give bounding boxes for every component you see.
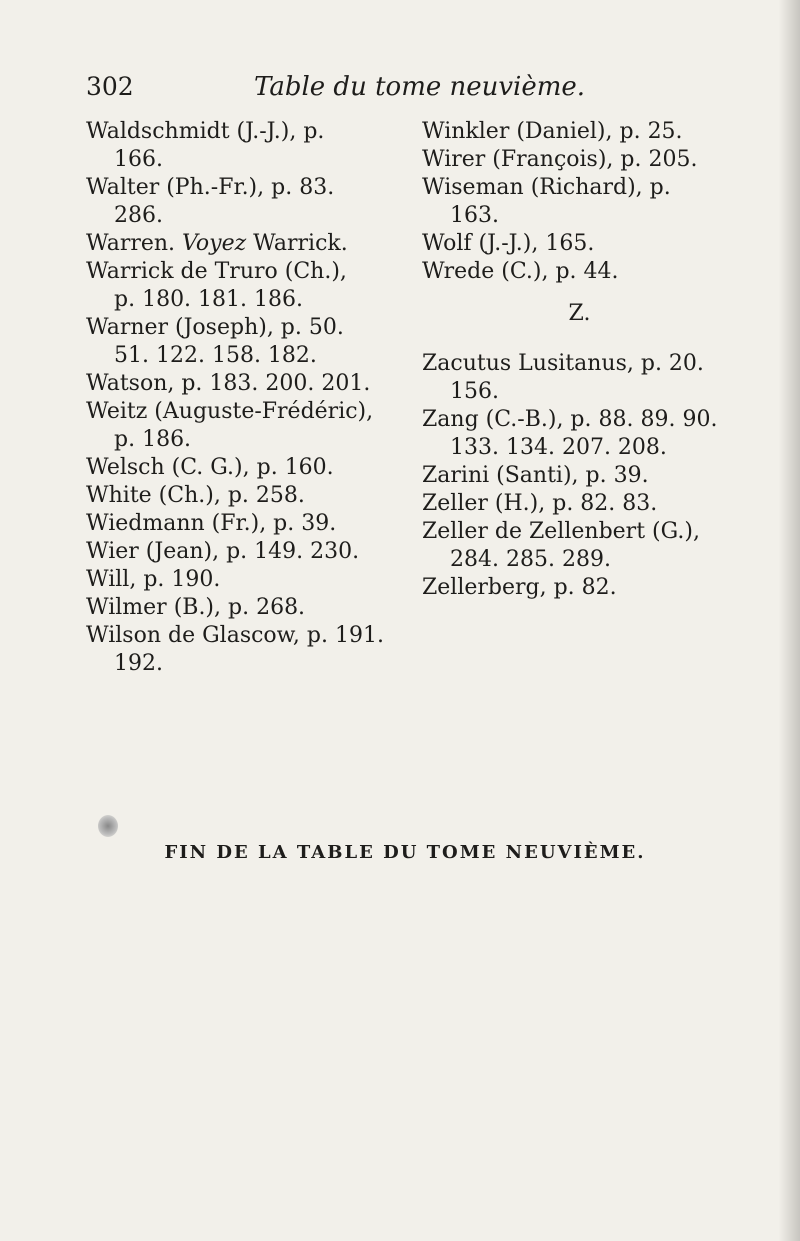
index-entry: [86, 594, 401, 622]
page-edge-shadow: [778, 0, 800, 1241]
index-entry: [422, 258, 737, 286]
entry-line: Will, p. 190.: [86, 567, 221, 592]
index-entry: [86, 566, 401, 594]
index-entry: [86, 510, 401, 538]
entry-line: Wirer (François), p. 205.: [422, 147, 698, 172]
entry-line: Walter (Ph.-Fr.), p. 83.: [86, 175, 335, 200]
entry-line: Zarini (Santi), p. 39.: [422, 463, 649, 488]
index-entry: [86, 314, 401, 370]
entry-line: Winkler (Daniel), p. 25.: [422, 119, 683, 144]
index-entry: [86, 370, 401, 398]
entry-line: Wiedmann (Fr.), p. 39.: [86, 511, 337, 536]
index-entry: [86, 622, 401, 678]
entry-line: [86, 230, 401, 258]
entry-line: Zellerberg, p. 82.: [422, 575, 617, 600]
index-entry: [86, 174, 401, 230]
index-entry: [422, 406, 737, 462]
left-index-column: [86, 118, 401, 678]
entry-line: Wier (Jean), p. 149. 230.: [86, 539, 360, 564]
entry-continuation: p. 186.: [114, 427, 192, 452]
index-entry: [86, 398, 401, 454]
entry-continuation: 286.: [114, 203, 163, 228]
cross-reference-word: Voyez: [182, 231, 247, 256]
entry-line: Watson, p. 183. 200. 201.: [86, 371, 371, 396]
entry-line: Wilmer (B.), p. 268.: [86, 595, 306, 620]
entry-continuation: 163.: [450, 203, 499, 228]
entry-text: Warrick.: [246, 231, 348, 256]
index-entry: [86, 258, 401, 314]
entry-continuation: p. 180. 181. 186.: [114, 287, 304, 312]
index-entry: [86, 538, 401, 566]
index-entry: [422, 230, 737, 258]
entry-line: Warrick de Truro (Ch.),: [86, 259, 347, 284]
index-entry: [86, 454, 401, 482]
index-entry: [422, 490, 737, 518]
index-entry: [422, 462, 737, 490]
index-entry: [86, 230, 401, 258]
entry-continuation: 166.: [114, 147, 163, 172]
index-entry: [422, 518, 737, 574]
index-entry: [86, 118, 401, 174]
entry-line: Zacutus Lusitanus, p. 20.: [422, 351, 704, 376]
entry-line: Zeller (H.), p. 82. 83.: [422, 491, 658, 516]
entry-continuation: 51. 122. 158. 182.: [114, 343, 317, 368]
index-entry: [422, 574, 737, 602]
entry-line: Warner (Joseph), p. 50.: [86, 315, 344, 340]
entry-line: White (Ch.), p. 258.: [86, 483, 305, 508]
index-entry: [422, 350, 737, 406]
entry-line: Waldschmidt (J.-J.), p.: [86, 119, 325, 144]
index-entry: [422, 174, 737, 230]
entry-line: Weitz (Auguste-Frédéric),: [86, 399, 374, 424]
ink-spot: [98, 815, 118, 837]
entry-line: Welsch (C. G.), p. 160.: [86, 455, 334, 480]
end-of-table-note: FIN DE LA TABLE DU TOME NEUVIÈME.: [164, 842, 646, 863]
entry-line: Wilson de Glascow, p. 191.: [86, 623, 384, 648]
page-number: 302: [86, 72, 134, 101]
entry-continuation: 192.: [114, 651, 163, 676]
index-entry: [422, 146, 737, 174]
right-index-column: [422, 118, 737, 602]
entry-line: Zeller de Zellenbert (G.),: [422, 519, 700, 544]
entry-line: Wolf (J.-J.), 165.: [422, 231, 595, 256]
entry-continuation: 156.: [450, 379, 499, 404]
entry-text: Warren.: [86, 231, 183, 256]
entry-line: Zang (C.-B.), p. 88. 89. 90.: [422, 407, 718, 432]
index-entry: [86, 482, 401, 510]
entry-line: Wrede (C.), p. 44.: [422, 259, 619, 284]
page-header: [86, 72, 726, 112]
entry-line: Wiseman (Richard), p.: [422, 175, 671, 200]
running-title: Table du tome neuvième.: [254, 72, 586, 102]
section-letter-heading: Z.: [568, 301, 591, 326]
entry-continuation: 284. 285. 289.: [450, 547, 611, 572]
entry-continuation: 133. 134. 207. 208.: [450, 435, 667, 460]
index-entry: [422, 118, 737, 146]
